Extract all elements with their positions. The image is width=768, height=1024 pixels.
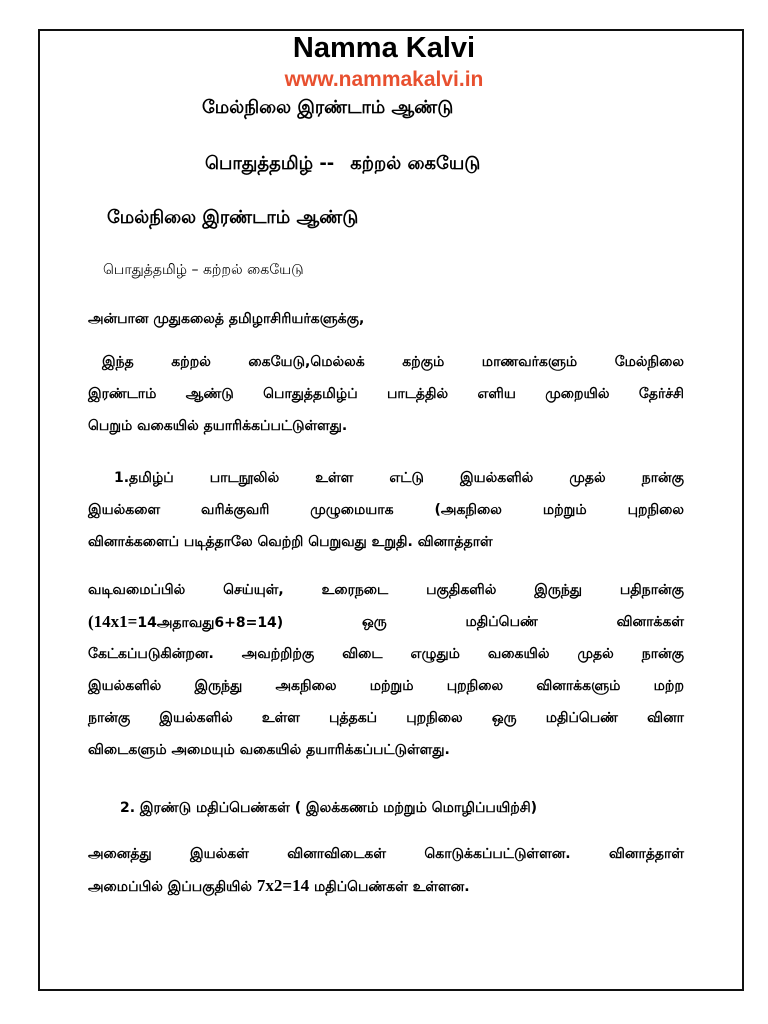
formula-group	[88, 606, 283, 638]
heading-subject-left: பொதுத்தமிழ் --	[205, 153, 335, 174]
paragraph-line-formula	[88, 606, 684, 638]
word-vinakkal: வினாக்கள்	[616, 614, 684, 630]
heading-level: மேல்நிலை இரண்டாம் ஆண்டு	[202, 97, 454, 118]
paragraph-line: இந்த கற்றல் கையேடு,மெல்லக் கற்கும் மாணவர்களும் மேல்நிலை	[102, 354, 684, 370]
site-url[interactable]: www.nammakalvi.in	[284, 68, 484, 91]
formula-14x1: (14x1=	[88, 612, 138, 631]
site-title: Namma Kalvi	[292, 32, 476, 64]
greeting-line	[88, 303, 684, 335]
paragraph-point-two-detail	[88, 838, 684, 902]
word-mathippen: மதிப்பெண்	[465, 614, 538, 630]
formula-7x2: 7x2=14	[256, 876, 310, 895]
heading-subject-right: கற்றல் கையேடு	[350, 153, 481, 174]
heading-subject-repeat: பொதுத்தமிழ் – கற்றல் கையேடு	[103, 262, 304, 278]
paragraph-line: பெறும் வகையில் தயாரிக்கப்பட்டுள்ளது.	[88, 418, 348, 434]
greeting-text: அன்பான முதுகலைத் தமிழாசிரியர்களுக்கு,	[88, 311, 365, 327]
paragraph-line: கேட்கப்படுகின்றன. அவற்றிற்கு விடை எழுதும் வகையில் முதல் நான்கு	[88, 646, 684, 662]
paragraph-line: இயல்களில் இருந்து அகநிலை மற்றும் புறநிலை வினாக்களும் மற்ற	[88, 678, 684, 694]
paragraph-line: இரண்டாம் ஆண்டு பொதுத்தமிழ்ப் பாடத்தில் எளிய முறையில் தேர்ச்சி	[88, 386, 684, 402]
paragraph-line: விடைகளும் அமையும் வகையில் தயாரிக்கப்பட்டுள்ளது.	[88, 742, 450, 758]
paragraph-line: 2. இரண்டு மதிப்பெண்கள் ( இலக்கணம் மற்றும் மொழிப்பயிற்சி)	[120, 800, 538, 816]
text-before: அமைப்பில் இப்பகுதியில்	[88, 879, 257, 895]
paragraph-line: வினாக்களைப் படித்தாலே வெற்றி பெறுவது உறுதி. வினாத்தாள்	[88, 534, 493, 550]
text-after: மதிப்பெண்கள் உள்ளன.	[309, 879, 470, 895]
paragraph-line: 1.தமிழ்ப் பாடநூலில் உள்ள எட்டு இயல்களில் முதல் நான்கு	[114, 470, 684, 486]
heading-level-repeat: மேல்நிலை இரண்டாம் ஆண்டு	[107, 207, 359, 228]
paragraph-point-one	[88, 462, 684, 558]
paragraph-line-formula	[88, 870, 684, 902]
paragraph-line: இயல்களை வரிக்குவரி முழுமையாக (அகநிலை மற்றும் புறநிலை	[88, 502, 684, 518]
paragraph-line: நான்கு இயல்களில் உள்ள புத்தகப் புறநிலை ஒரு மதிப்பெண் வினா	[88, 710, 684, 726]
paragraph-point-two	[88, 792, 684, 824]
paragraph-line: வடிவமைப்பில் செய்யுள், உரைநடை பகுதிகளில் இருந்து பதிநான்கு	[88, 582, 684, 598]
heading-subject	[205, 150, 480, 178]
paragraph-point-one-cont	[88, 574, 684, 766]
formula-rest: 14அதாவது6+8=14)	[137, 615, 284, 631]
paragraph-line: அனைத்து இயல்கள் வினாவிடைகள் கொடுக்கப்பட்டுள்ளன. வினாத்தாள்	[88, 846, 684, 862]
paragraph-intro	[88, 346, 684, 442]
word-oru: ஒரு	[362, 614, 387, 630]
